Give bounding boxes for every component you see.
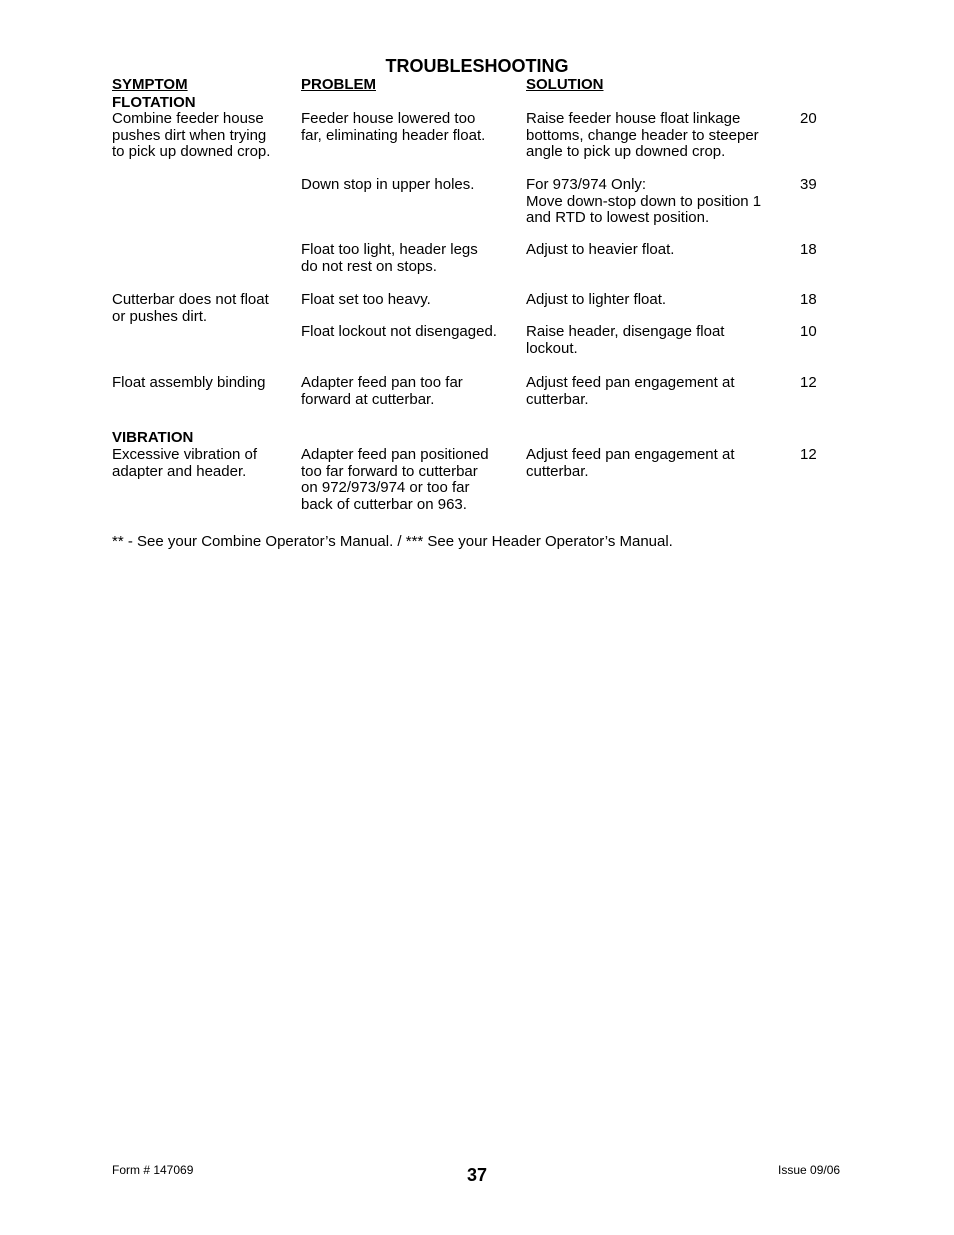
problem-line: far, eliminating header float.	[301, 126, 486, 144]
symptom-line: Combine feeder house	[112, 110, 264, 127]
solution-line: cutterbar.	[526, 462, 589, 480]
page-title: TROUBLESHOOTING	[385, 56, 569, 76]
problem-line: Adapter feed pan positioned	[301, 446, 489, 463]
form-number: Form # 147069	[112, 1163, 194, 1177]
solution-line: Move down-stop down to position 1	[526, 192, 762, 210]
problem-cell	[301, 292, 431, 309]
solution-cell	[526, 177, 761, 227]
problem-line: Down stop in upper holes.	[301, 176, 475, 193]
symptom-line: Excessive vibration of	[112, 446, 258, 463]
symptom-cell	[112, 111, 270, 161]
page-reference: 10	[800, 323, 817, 340]
header-problem: PROBLEM	[301, 76, 376, 93]
solution-line: cutterbar.	[526, 390, 589, 408]
section-vibration: VIBRATION	[112, 429, 194, 446]
solution-cell	[526, 447, 735, 480]
footnote: ** - See your Combine Operator’s Manual. / *** See your Header Operator’s Manual.	[112, 533, 673, 550]
problem-cell	[301, 111, 485, 144]
solution-cell	[526, 292, 666, 309]
problem-line: Float too light, header legs	[301, 241, 478, 258]
page-reference: 39	[800, 176, 817, 193]
solution-cell	[526, 375, 735, 408]
symptom-line: pushes dirt when trying	[112, 126, 267, 144]
solution-line: Adjust feed pan engagement at	[526, 374, 735, 391]
problem-cell	[301, 375, 463, 408]
symptom-cell	[112, 375, 265, 392]
page-number: 37	[466, 1165, 488, 1185]
solution-line: Adjust to lighter float.	[526, 291, 667, 308]
solution-line: lockout.	[526, 339, 578, 357]
symptom-line: to pick up downed crop.	[112, 143, 271, 160]
problem-line: do not rest on stops.	[301, 257, 437, 275]
solution-line: Raise feeder house float linkage	[526, 110, 741, 127]
header-solution: SOLUTION	[526, 76, 604, 93]
solution-line: Adjust feed pan engagement at	[526, 446, 735, 463]
page-reference: 12	[800, 374, 817, 391]
problem-cell	[301, 242, 478, 275]
page-reference: 12	[800, 446, 817, 463]
problem-line: back of cutterbar on 963.	[301, 495, 467, 513]
problem-cell	[301, 447, 489, 513]
solution-line: bottoms, change header to steeper	[526, 126, 759, 144]
solution-cell	[526, 242, 674, 259]
problem-line: Float lockout not disengaged.	[301, 323, 497, 340]
solution-line: For 973/974 Only:	[526, 176, 647, 193]
problem-line: too far forward to cutterbar	[301, 462, 478, 480]
symptom-line: Float assembly binding	[112, 374, 266, 391]
symptom-line: adapter and header.	[112, 462, 247, 480]
solution-line: and RTD to lowest position.	[526, 209, 710, 226]
symptom-cell	[112, 447, 257, 480]
solution-line: Adjust to heavier float.	[526, 241, 675, 258]
page-reference: 20	[800, 110, 817, 127]
problem-line: on 972/973/974 or too far	[301, 479, 470, 496]
issue-date: Issue 09/06	[778, 1163, 841, 1177]
symptom-line: Cutterbar does not float	[112, 291, 269, 308]
symptom-cell	[112, 292, 269, 325]
problem-line: forward at cutterbar.	[301, 390, 435, 408]
section-flotation: FLOTATION	[112, 94, 196, 111]
problem-line: Adapter feed pan too far	[301, 374, 463, 391]
problem-line: Float set too heavy.	[301, 291, 431, 308]
problem-cell	[301, 324, 497, 341]
page-reference: 18	[800, 241, 817, 258]
problem-line: Feeder house lowered too	[301, 110, 476, 127]
header-symptom: SYMPTOM	[112, 76, 188, 93]
solution-cell	[526, 111, 759, 161]
page-reference: 18	[800, 291, 817, 308]
symptom-line: or pushes dirt.	[112, 307, 208, 325]
solution-line: Raise header, disengage float	[526, 323, 725, 340]
solution-line: angle to pick up downed crop.	[526, 143, 726, 160]
solution-cell	[526, 324, 724, 357]
problem-cell	[301, 177, 474, 194]
